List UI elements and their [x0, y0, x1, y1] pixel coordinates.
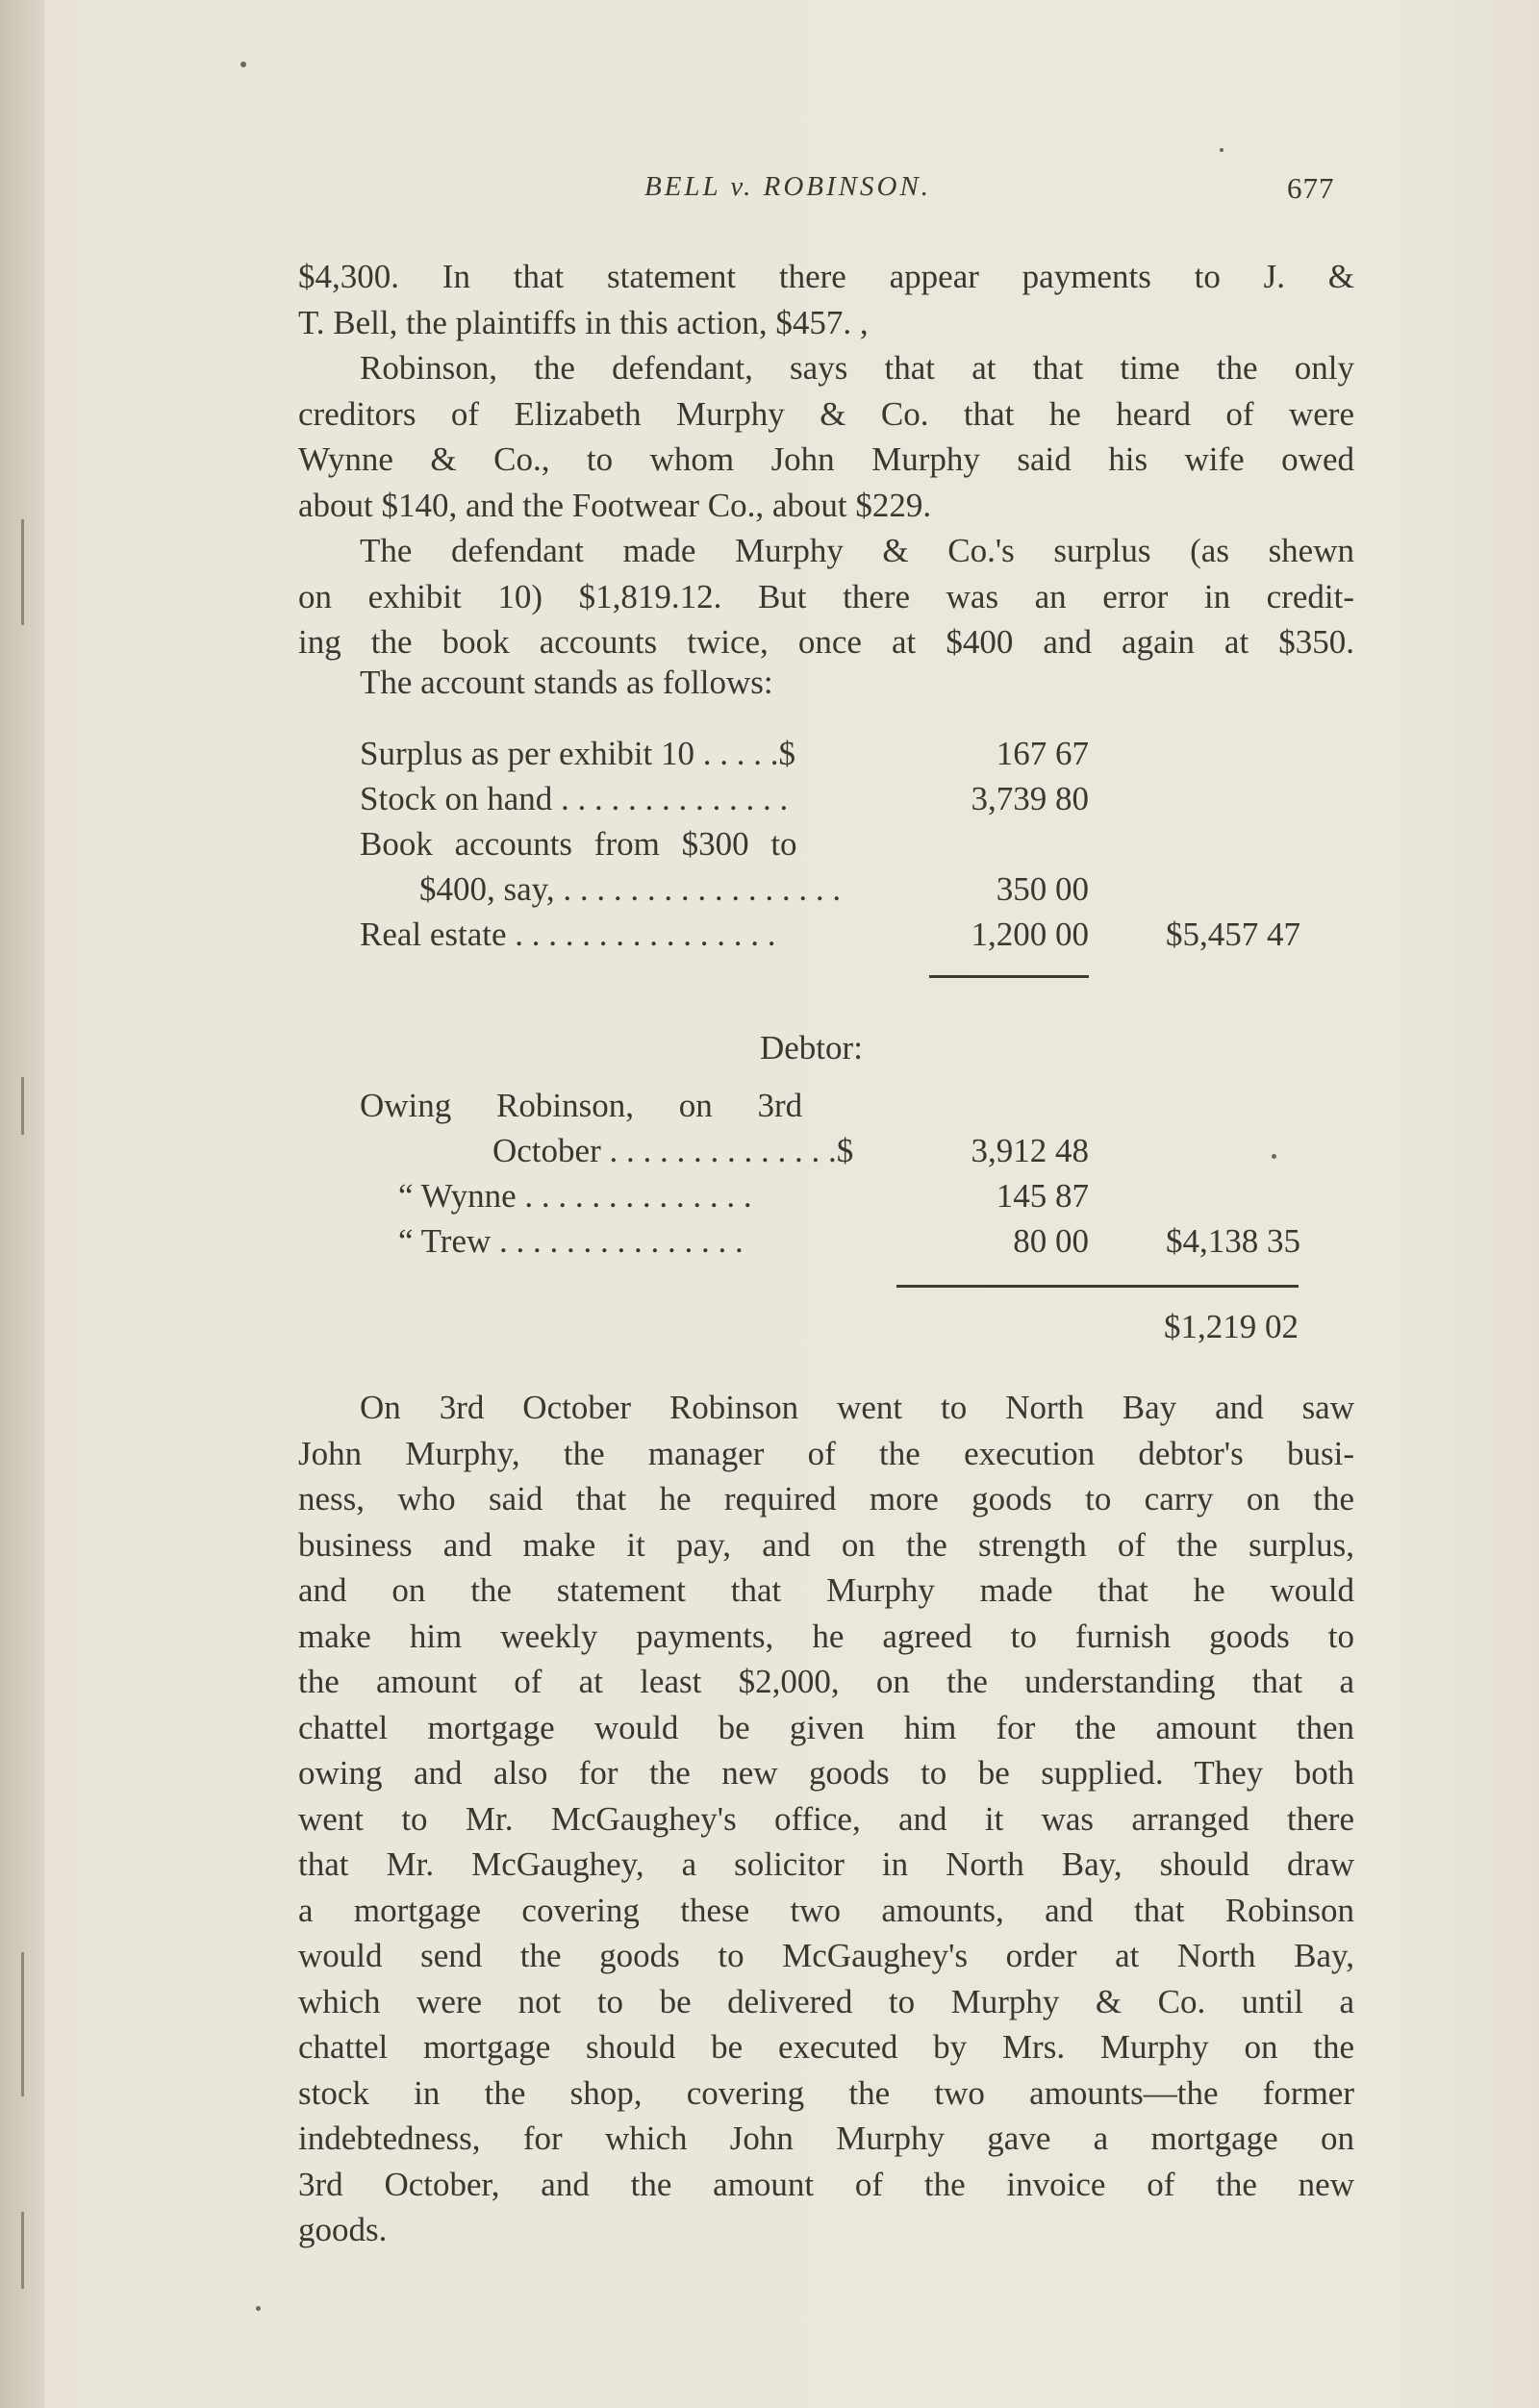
text-line: would send the goods to McGaughey's order at North Bay, [298, 1937, 1354, 1974]
ledger-label: Book accounts from $300 to [360, 825, 797, 863]
ledger-total: $5,457 47 [1166, 916, 1300, 953]
text-line: business and make it pay, and on the strength of the surplus, [298, 1525, 1354, 1564]
ledger-label: Stock on hand . . . . . . . . . . . . . . [360, 780, 789, 817]
text-line: a mortgage covering these two amounts, and that Robinson [298, 1891, 1354, 1929]
text-line: On 3rd October Robinson went to North Bay and saw [360, 1389, 1354, 1426]
paragraph [298, 254, 1354, 345]
text-line: Wynne & Co., to whom John Murphy said his wife owed [298, 440, 1354, 478]
balance-amount: $1,219 02 [1164, 1308, 1299, 1345]
text-line: The defendant made Murphy & Co.'s surplus (as shewn [360, 532, 1354, 569]
ledger-amount: 167 67 [996, 735, 1089, 772]
ledger-total: $4,138 35 [1166, 1222, 1300, 1260]
ledger-label: “ Wynne . . . . . . . . . . . . . . [398, 1177, 752, 1215]
ledger-amount: 80 00 [1013, 1222, 1089, 1260]
balance-rule [896, 1285, 1299, 1288]
text-line: ing the book accounts twice, once at $400 and again at $350. [298, 623, 1354, 661]
ledger-label: Surplus as per exhibit 10 . . . . .$ [360, 735, 796, 772]
gutter-mark [21, 519, 24, 625]
text-line: chattel mortgage should be executed by Mrs. Murphy on the [298, 2028, 1354, 2066]
gutter-mark [21, 1952, 24, 2096]
paper-speck [256, 2306, 261, 2311]
gutter-mark [21, 1077, 24, 1135]
ledger-label: “ Trew . . . . . . . . . . . . . . . [398, 1222, 744, 1260]
ledger-label: Real estate . . . . . . . . . . . . . . . . [360, 916, 776, 953]
ledger-amount: 350 00 [996, 870, 1089, 908]
ledger-label: $400, say, . . . . . . . . . . . . . . . . . [419, 870, 842, 908]
subtotal-rule [929, 975, 1089, 978]
text-line: creditors of Elizabeth Murphy & Co. that he heard of were [298, 394, 1354, 433]
paragraph [298, 1385, 1354, 2253]
text-line: make him weekly payments, he agreed to furnish goods to [298, 1617, 1354, 1655]
text-line: goods. [298, 2211, 388, 2248]
paper-speck [240, 62, 246, 67]
paper-speck [1272, 1154, 1276, 1159]
page-number: 677 [1287, 171, 1335, 205]
text-line: owing and also for the new goods to be supplied. They both [298, 1754, 1354, 1792]
text-line: chattel mortgage would be given him for the amount then [298, 1708, 1354, 1746]
debtor-heading: Debtor: [760, 1029, 863, 1066]
text-line: T. Bell, the plaintiffs in this action, $457. , [298, 303, 869, 341]
account-intro: The account stands as follows: [360, 664, 773, 701]
text-line: $4,300. In that statement there appear payments to J. & [298, 258, 1354, 295]
text-line: that Mr. McGaughey, a solicitor in North Bay, should draw [298, 1845, 1354, 1883]
paragraph [298, 345, 1354, 528]
text-line: ness, who said that he required more goods to carry on the [298, 1480, 1354, 1518]
text-line: indebtedness, for which John Murphy gave a mortgage on [298, 2120, 1354, 2157]
ledger-amount: 1,200 00 [971, 916, 1089, 953]
text-line: stock in the shop, covering the two amounts—the former [298, 2073, 1354, 2112]
paper-speck [1220, 148, 1224, 152]
text-line: which were not to be delivered to Murphy & Co. until a [298, 1982, 1354, 2020]
ledger-amount: 3,912 48 [971, 1132, 1089, 1169]
paragraph [298, 528, 1354, 665]
gutter-mark [21, 2212, 24, 2289]
text-line: about $140, and the Footwear Co., about $229. [298, 486, 932, 524]
text-line: John Murphy, the manager of the execution debtor's busi- [298, 1434, 1354, 1472]
page-header [0, 171, 1539, 219]
text-line: and on the statement that Murphy made that he would [298, 1571, 1354, 1609]
ledger-amount: 145 87 [996, 1177, 1089, 1215]
ledger-label: October . . . . . . . . . . . . . .$ [492, 1132, 854, 1169]
text-line: the amount of at least $2,000, on the understanding that a [298, 1663, 1354, 1700]
text-line: went to Mr. McGaughey's office, and it was arranged there [298, 1799, 1354, 1838]
ledger-label: Owing Robinson, on 3rd [360, 1087, 803, 1124]
running-title: BELL v. ROBINSON. [644, 171, 932, 202]
text-line: 3rd October, and the amount of the invoice of the new [298, 2165, 1354, 2203]
ledger-amount: 3,739 80 [971, 780, 1089, 817]
text-line: on exhibit 10) $1,819.12. But there was an error in credit- [298, 577, 1354, 615]
text-line: Robinson, the defendant, says that at that time the only [360, 349, 1354, 387]
